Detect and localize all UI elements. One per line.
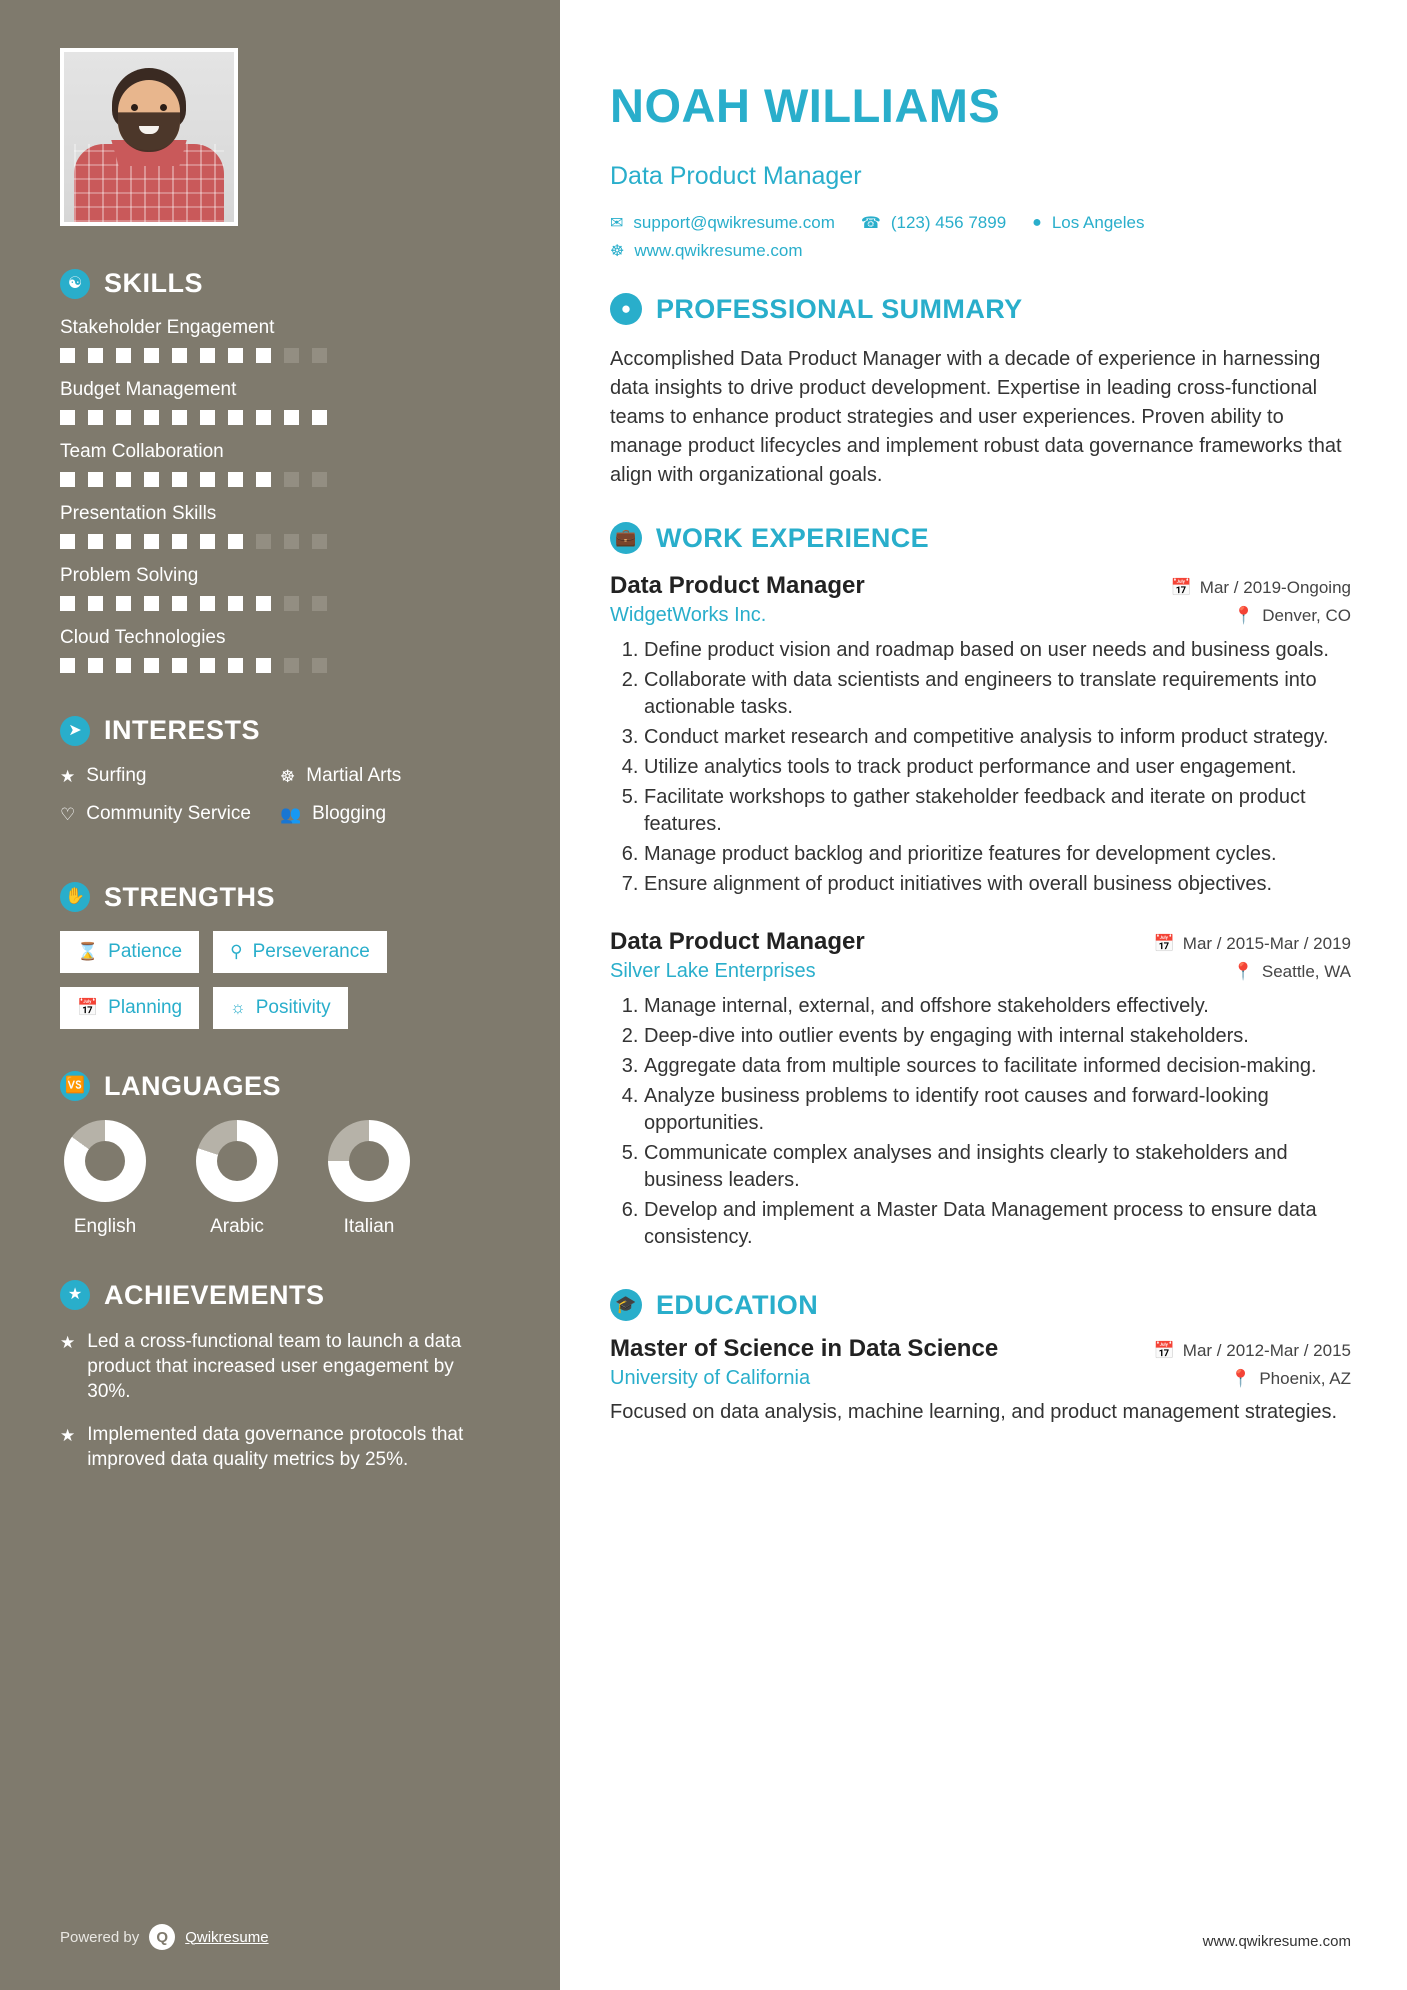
duty-item: 2. Deep-dive into outlier events by engaging with internal stakeholders.: [644, 1023, 1351, 1050]
map-pin-icon: 📍: [1233, 606, 1255, 626]
translate-icon: 🆚: [60, 1071, 90, 1101]
job-location: [1233, 962, 1351, 982]
rating-dot: [284, 348, 299, 363]
job-header: [610, 572, 1351, 600]
sun-icon: ☼: [230, 997, 246, 1017]
briefcase-icon: 💼: [610, 522, 642, 554]
interests-list: [60, 764, 500, 840]
rating-dot: [172, 348, 187, 363]
summary-title: PROFESSIONAL SUMMARY: [656, 293, 1023, 324]
rating-dot: [256, 410, 271, 425]
duty-item: 7. Ensure alignment of product initiatives with overall business objectives.: [644, 871, 1351, 898]
book-icon: ⚲: [230, 941, 243, 961]
rating-dot: [284, 658, 299, 673]
phone-icon: ☎: [860, 215, 881, 233]
rating-dot: [88, 534, 103, 549]
rating-dot: [256, 596, 271, 611]
education-date-text: Mar / 2012-Mar / 2015: [1182, 1341, 1351, 1361]
work-title: WORK EXPERIENCE: [656, 522, 930, 553]
footer-website: www.qwikresume.com: [1202, 1933, 1351, 1950]
strength-item: [60, 987, 199, 1029]
fist-icon: ✋: [60, 882, 90, 912]
job-duties: [610, 993, 1351, 1251]
skill-label: Cloud Technologies: [60, 627, 226, 648]
strength-item: [60, 931, 199, 973]
contact-email[interactable]: [610, 213, 835, 233]
strengths-section: [60, 882, 500, 1029]
strength-label: Planning: [108, 996, 183, 1018]
language-item: [192, 1120, 282, 1238]
rating-dot: [172, 596, 187, 611]
skill-label: Budget Management: [60, 379, 237, 400]
map-pin-icon: 📍: [1232, 962, 1254, 982]
rating-dot: [144, 658, 159, 673]
rating-dot: [284, 534, 299, 549]
duty-item: 5. Communicate complex analyses and insights clearly to stakeholders and business leaders.: [644, 1140, 1351, 1194]
rating-dot: [116, 472, 131, 487]
powered-by: [60, 1924, 269, 1950]
languages-list: [60, 1120, 500, 1238]
skill-rating: [60, 472, 500, 487]
rating-dot: [116, 658, 131, 673]
duty-item: 5. Facilitate workshops to gather stakeholder feedback and iterate on product features.: [644, 784, 1351, 838]
lightbulb-icon: ☯: [60, 269, 90, 299]
candidate-role: Data Product Manager: [610, 162, 862, 191]
education-entry: [610, 1335, 1351, 1426]
language-ring: [64, 1120, 146, 1202]
education-subheader: [610, 1367, 1351, 1390]
achievements-heading: [60, 1280, 500, 1311]
star-badge-icon: ★: [60, 1280, 90, 1310]
job-header: [610, 928, 1351, 956]
candidate-name: NOAH WILLIAMS: [610, 79, 1001, 133]
education-degree: Master of Science in Data Science: [610, 1335, 999, 1363]
rating-dot: [144, 534, 159, 549]
paper-plane-icon: ➤: [60, 716, 90, 746]
job-date-text: Mar / 2015-Mar / 2019: [1182, 934, 1351, 954]
skill-rating: [60, 410, 500, 425]
summary-heading: [610, 293, 1351, 325]
language-item: [60, 1120, 150, 1238]
skill-rating: [60, 348, 500, 363]
rating-dot: [88, 410, 103, 425]
rating-dot: [284, 596, 299, 611]
achievement-text: Implemented data governance protocols that improved data quality metrics by 25%.: [87, 1423, 464, 1470]
envelope-icon: ✉: [610, 215, 624, 233]
calendar-icon: 📅: [1153, 1341, 1175, 1361]
rating-dot: [60, 658, 75, 673]
rating-dot: [312, 472, 327, 487]
strength-label: Positivity: [255, 996, 331, 1018]
rating-dot: [144, 410, 159, 425]
achievement-item: [60, 1422, 500, 1472]
language-label: Italian: [343, 1215, 395, 1237]
skill-item: [60, 503, 500, 549]
education-school: University of California: [610, 1367, 811, 1390]
education-heading: [610, 1289, 1351, 1321]
strength-item: [213, 987, 348, 1029]
skill-label: Stakeholder Engagement: [60, 317, 275, 338]
rating-dot: [256, 534, 271, 549]
job-subheader: [610, 604, 1351, 627]
interests-title: INTERESTS: [104, 715, 261, 745]
calendar-icon: 📅: [1170, 578, 1192, 598]
interests-section: [60, 715, 500, 840]
contact-row-secondary: [610, 241, 1351, 261]
interest-item: [280, 802, 500, 826]
work-heading: [610, 522, 1351, 554]
interest-item: [60, 802, 280, 826]
heart-icon: ♡: [60, 804, 76, 824]
skill-label: Problem Solving: [60, 565, 199, 586]
rating-dot: [172, 658, 187, 673]
languages-title: LANGUAGES: [104, 1070, 282, 1101]
rating-dot: [60, 472, 75, 487]
education-location-text: Phoenix, AZ: [1259, 1369, 1351, 1389]
achievements-section: [60, 1280, 500, 1472]
strengths-heading: [60, 882, 500, 913]
education-description: Focused on data analysis, machine learning, and product management strategies.: [610, 1401, 1338, 1424]
people-icon: 👥: [280, 804, 302, 824]
interest-label: Blogging: [312, 802, 387, 824]
rating-dot: [200, 596, 215, 611]
job-title: Data Product Manager: [610, 928, 865, 956]
job-entry: [610, 928, 1351, 1251]
languages-heading: [60, 1071, 500, 1102]
rating-dot: [116, 596, 131, 611]
education-date: [1154, 1341, 1351, 1361]
avatar-eye-right: [160, 104, 167, 111]
rating-dot: [312, 534, 327, 549]
rating-dot: [88, 348, 103, 363]
job-subheader: [610, 960, 1351, 983]
job-date-text: Mar / 2019-Ongoing: [1199, 578, 1351, 598]
contact-phone-text: (123) 456 7899: [890, 213, 1007, 233]
summary-text: Accomplished Data Product Manager with a decade of experience in harnessing data insights to drive product development. Expertise in leading cross-functional teams to enhance product strategies and user experiences. Proven ability to manage product lifecycles and implement robust data governance frameworks that align with organizational goals.: [610, 348, 1342, 487]
job-title: Data Product Manager: [610, 572, 865, 600]
rating-dot: [256, 658, 271, 673]
skills-heading: [60, 268, 500, 299]
rating-dot: [116, 534, 131, 549]
professional-summary-section: [610, 293, 1351, 490]
rating-dot: [200, 534, 215, 549]
rating-dot: [256, 348, 271, 363]
skill-item: [60, 317, 500, 363]
strengths-list: [60, 931, 500, 1029]
job-date: [1154, 934, 1351, 954]
duty-item: 2. Collaborate with data scientists and engineers to translate requirements into actionable tasks.: [644, 667, 1351, 721]
calendar-icon: 📅: [77, 997, 99, 1017]
strengths-title: STRENGTHS: [104, 881, 276, 912]
rating-dot: [200, 472, 215, 487]
job-company: WidgetWorks Inc.: [610, 604, 767, 627]
star-icon: ★: [60, 1425, 76, 1445]
rating-dot: [60, 410, 75, 425]
interest-item: [60, 764, 280, 788]
contact-row-primary: [610, 213, 1351, 233]
achievements-title: ACHIEVEMENTS: [104, 1279, 325, 1310]
rating-dot: [144, 348, 159, 363]
education-section: [610, 1289, 1351, 1426]
skill-label: Presentation Skills: [60, 503, 217, 524]
powered-by-label: Powered by: [60, 1928, 140, 1946]
duty-item: 3. Conduct market research and competitive analysis to inform product strategy.: [644, 724, 1351, 751]
rating-dot: [88, 658, 103, 673]
star-icon: ★: [60, 1332, 76, 1352]
rating-dot: [200, 658, 215, 673]
skill-rating: [60, 658, 500, 673]
globe-icon: ☸: [610, 243, 625, 261]
rating-dot: [88, 472, 103, 487]
achievement-item: [60, 1329, 500, 1404]
language-label: Arabic: [210, 1215, 264, 1237]
duty-item: 4. Utilize analytics tools to track product performance and user engagement.: [644, 754, 1351, 781]
interests-heading: [60, 715, 500, 746]
skill-item: [60, 379, 500, 425]
map-pin-icon: ●: [1032, 214, 1042, 232]
skill-rating: [60, 596, 500, 611]
rating-dot: [172, 472, 187, 487]
user-circle-icon: ●: [610, 293, 642, 325]
rating-dot: [312, 596, 327, 611]
contact-phone[interactable]: [861, 213, 1006, 233]
rating-dot: [144, 472, 159, 487]
skill-item: [60, 565, 500, 611]
star-icon: ★: [60, 767, 76, 786]
skill-item: [60, 441, 500, 487]
rating-dot: [116, 348, 131, 363]
map-pin-icon: 📍: [1230, 1369, 1252, 1389]
interest-label: Community Service: [86, 802, 251, 824]
rating-dot: [144, 596, 159, 611]
job-duties: [610, 637, 1351, 898]
rating-dot: [256, 472, 271, 487]
rating-dot: [228, 596, 243, 611]
job-location-text: Seattle, WA: [1261, 962, 1351, 982]
strength-label: Perseverance: [252, 940, 370, 962]
skills-title: SKILLS: [104, 268, 204, 298]
rating-dot: [284, 472, 299, 487]
hourglass-icon: ⌛: [77, 941, 99, 961]
skill-label: Team Collaboration: [60, 441, 224, 462]
skill-item: [60, 627, 500, 673]
education-title: EDUCATION: [656, 1289, 819, 1320]
interest-label: Surfing: [86, 765, 147, 786]
rating-dot: [60, 348, 75, 363]
achievement-text: Led a cross-functional team to launch a data product that increased user engagement by 30%.: [87, 1330, 462, 1402]
main-content: [560, 0, 1407, 1990]
duty-item: 4. Analyze business problems to identify root causes and forward-looking opportunities.: [644, 1083, 1351, 1137]
education-header: [610, 1335, 1351, 1363]
contact-location-text: Los Angeles: [1051, 213, 1145, 233]
work-experience-section: [610, 522, 1351, 1251]
job-entry: [610, 572, 1351, 898]
qwikresume-logo-icon: Q: [149, 1924, 175, 1950]
language-label: English: [73, 1215, 137, 1237]
contact-website-text: www.qwikresume.com: [634, 241, 803, 261]
language-ring: [328, 1120, 410, 1202]
duty-item: 1. Manage internal, external, and offshore stakeholders effectively.: [644, 993, 1351, 1020]
rating-dot: [228, 348, 243, 363]
rating-dot: [312, 348, 327, 363]
rating-dot: [200, 348, 215, 363]
sidebar: [0, 0, 560, 1990]
duty-item: 3. Aggregate data from multiple sources to facilitate informed decision-making.: [644, 1053, 1351, 1080]
education-location: [1230, 1369, 1351, 1389]
duty-item: 1. Define product vision and roadmap based on user needs and business goals.: [644, 637, 1351, 664]
strength-item: [213, 931, 387, 973]
graduation-cap-icon: 🎓: [610, 1289, 642, 1321]
rating-dot: [228, 534, 243, 549]
duty-item: 6. Manage product backlog and prioritize features for development cycles.: [644, 841, 1351, 868]
skill-rating: [60, 534, 500, 549]
contact-email-text: support@qwikresume.com: [633, 213, 835, 233]
avatar: [60, 48, 238, 226]
interest-item: [280, 764, 500, 788]
job-company: Silver Lake Enterprises: [610, 960, 816, 983]
rating-dot: [172, 410, 187, 425]
job-location-text: Denver, CO: [1262, 606, 1351, 626]
globe-icon: ☸: [280, 767, 296, 786]
rating-dot: [228, 410, 243, 425]
calendar-icon: 📅: [1153, 934, 1175, 954]
skills-section: [60, 268, 500, 673]
interest-label: Martial Arts: [306, 765, 402, 786]
duty-item: 6. Develop and implement a Master Data Management process to ensure data consistency.: [644, 1197, 1351, 1251]
rating-dot: [200, 410, 215, 425]
qwikresume-brand-link[interactable]: Qwikresume: [185, 1928, 269, 1946]
rating-dot: [228, 658, 243, 673]
contact-website[interactable]: [610, 241, 803, 261]
rating-dot: [60, 534, 75, 549]
strength-label: Patience: [108, 940, 183, 962]
language-item: [324, 1120, 414, 1238]
rating-dot: [228, 472, 243, 487]
language-ring: [196, 1120, 278, 1202]
job-location: [1233, 606, 1351, 626]
avatar-eye-left: [131, 104, 138, 111]
rating-dot: [60, 596, 75, 611]
job-date: [1171, 578, 1351, 598]
rating-dot: [284, 410, 299, 425]
rating-dot: [312, 410, 327, 425]
rating-dot: [116, 410, 131, 425]
languages-section: [60, 1071, 500, 1238]
rating-dot: [172, 534, 187, 549]
rating-dot: [88, 596, 103, 611]
rating-dot: [312, 658, 327, 673]
contact-location: [1032, 213, 1144, 233]
